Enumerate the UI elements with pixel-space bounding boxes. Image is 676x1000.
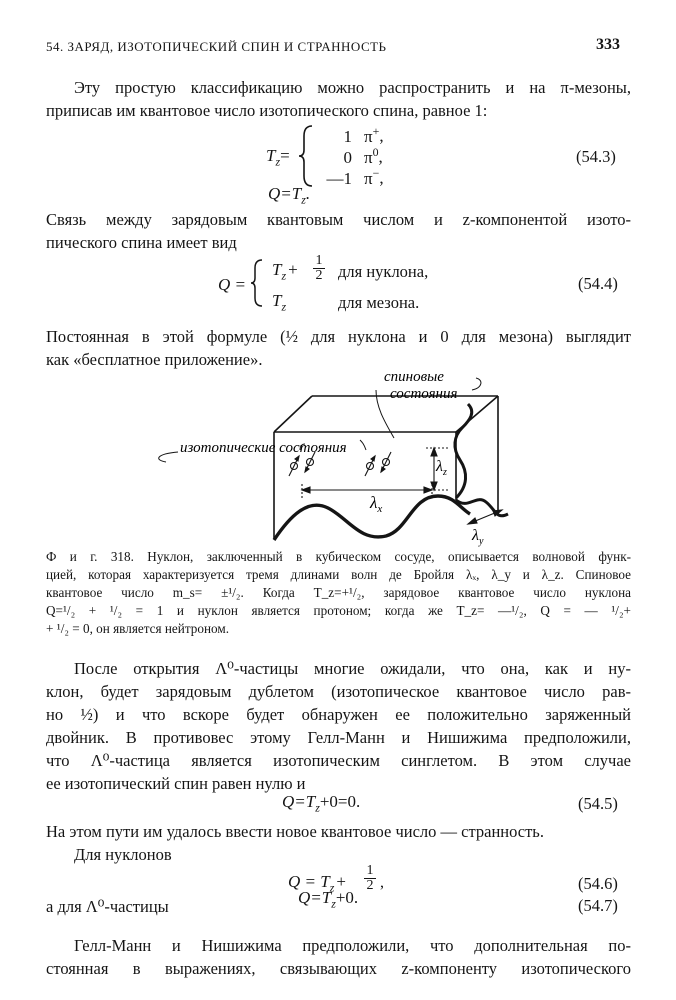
- label-spin-states: спиновые: [384, 369, 444, 385]
- equation-54-6: $Q = T_z$ +: [288, 872, 346, 895]
- leader-spin-curl: [472, 378, 481, 390]
- para4-line2: клон, будет зарядовым дублетом (изотопическое квантовое число рав-: [46, 682, 631, 701]
- para7: а для Λ⁰-частицы: [46, 897, 169, 916]
- cube-top-left: [274, 396, 312, 432]
- eq545-number: (54.5): [578, 794, 618, 813]
- leader-iso-tail: [159, 452, 178, 462]
- para1-line2: приписав им квантовое число изотопического спина, равное 1:: [46, 101, 488, 120]
- eq544-row1: $T_z$ +: [272, 260, 298, 283]
- eq546-fraction: 1 2: [364, 864, 376, 893]
- figure-318: [150, 368, 530, 550]
- eq546-number: (54.6): [578, 874, 618, 893]
- para4-line5: что Λ⁰-частица является изотопическим синглетом. В этом случае: [46, 751, 631, 770]
- running-header: 54. ЗАРЯД, ИЗОТОПИЧЕСКИЙ СПИН И СТРАННОСТЬ: [46, 39, 387, 54]
- para4-line3: но ½) и что вскоре будет обнаружен ее положительно заряженный: [46, 705, 631, 724]
- leader-iso-right: [360, 440, 366, 450]
- label-spin-states-2: состояния: [390, 386, 458, 402]
- para2-line2: пического спина имеет вид: [46, 233, 237, 252]
- eq544-lhs: Q =: [218, 275, 246, 294]
- caption-line1: Ф и г. 318. Нуклон, заключенный в кубическом сосуде, описывается волновой функ-: [46, 549, 631, 564]
- eq543-number: (54.3): [576, 147, 616, 166]
- para3-line1: Постоянная в этой формуле (½ для нуклона и 0 для мезона) выглядит: [46, 327, 631, 346]
- eq543-lhs: $T_z=$: [266, 146, 290, 169]
- para5: На этом пути им удалось ввести новое квантовое число — странность.: [46, 822, 544, 841]
- para4-line1: После открытия Λ⁰-частицы многие ожидали, что она, как и ну-: [74, 659, 631, 678]
- caption-line3: квантовое число m_s= ±¹/₂. Когда T_z=+¹/₂, зарядовое квантовое число нуклона: [46, 585, 631, 600]
- eq544-brace: [250, 258, 264, 308]
- eq544-fraction: 1 2: [313, 254, 325, 283]
- para8-line1: Гелл-Манн и Нишижима предположили, что дополнительная по-: [74, 936, 631, 955]
- label-isotopic-states: изотопические состояния: [180, 440, 347, 456]
- label-lambda-y: $\lambda_y$: [472, 527, 484, 547]
- dimension-lambda-y: [468, 510, 502, 524]
- wave-z: [455, 404, 472, 498]
- caption-line2: цией, которая характеризуется тремя длинами волн де Бройля λₓ, λ_y и λ_z. Спиновое: [46, 567, 631, 582]
- caption-line5: + ¹/₂ = 0, он является нейтроном.: [46, 621, 229, 636]
- equation-54-7: $Q=T_z+0$.: [298, 888, 359, 911]
- para6: Для нуклонов: [74, 845, 172, 864]
- equation-54-5: $Q=T_z+0=0$.: [282, 792, 361, 815]
- eq544-row1-text: для нуклона,: [338, 262, 429, 281]
- label-lambda-x: $\lambda_x$: [370, 493, 383, 515]
- particle-group-right: [365, 452, 391, 476]
- eq547-number: (54.7): [578, 896, 618, 915]
- para1-line1: Эту простую классификацию можно распространить и на π-мезоны,: [74, 78, 631, 97]
- para2-line1: Связь между зарядовым квантовым числом и z-компонентой изото-: [46, 210, 631, 229]
- label-lambda-z: $\lambda_z$: [436, 458, 447, 478]
- page-number: 333: [596, 36, 620, 53]
- caption-line4: Q=¹/₂ + ¹/₂ = 1 и нуклон является протоном; когда же T_z= —¹/₂, Q = — ¹/₂+: [46, 603, 631, 618]
- eq543-row3: —1 π−,: [326, 166, 384, 188]
- eq544-row2-text: для мезона.: [338, 293, 420, 312]
- eq543-row1: 1 π+,: [343, 124, 384, 146]
- eq543-brace: [298, 124, 314, 188]
- para4-line4: двойник. В противовес этому Гелл-Манн и Нишижима предположили,: [46, 728, 631, 747]
- para4-line6: ее изотопический спин равен нулю и: [46, 774, 306, 793]
- eq543-row2: 0 $\pi^0$,: [343, 145, 383, 167]
- eq546-end: ,: [380, 874, 384, 891]
- dimension-lambda-x: [302, 484, 432, 500]
- eq544-number: (54.4): [578, 274, 618, 293]
- eq544-row2: $T_z$: [272, 291, 287, 314]
- para3-line2: как «бесплатное приложение».: [46, 350, 263, 369]
- para8-line2: стоянная в выражениях, связывающих z-компоненту изотопического: [46, 959, 631, 978]
- eq543-q-line: $Q=T_z$.: [268, 184, 311, 207]
